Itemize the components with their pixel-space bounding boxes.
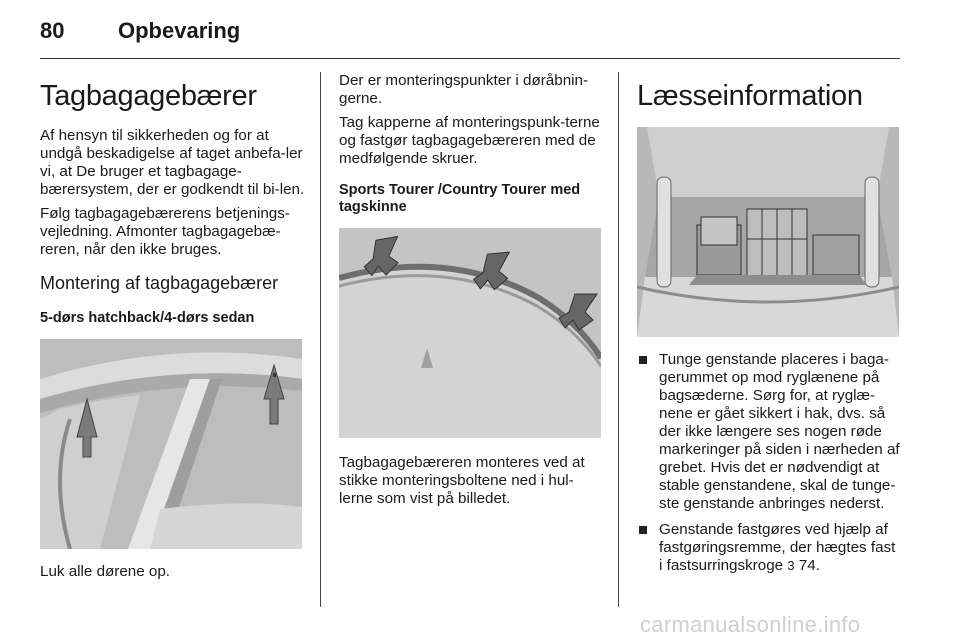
section-title-loading: Læsseinformation [637,80,863,112]
column-1 [40,72,305,587]
paragraph: Tag kapperne af monteringspunk-terne og fastgør tagbagagebæreren med de medfølgende skruer. [339,114,600,167]
paragraph: Følg tagbagagebærerens betjenings-vejledning. Afmonter tagbagagebæ-reren, når den ikke bruges. [40,205,290,258]
bullet-icon [639,526,647,534]
header-rule [40,58,900,59]
chapter-title: Opbevaring [118,18,241,43]
list-item: Genstande fastgøres ved hjælp af fastgøringsremme, der hægtes fast i fastsurringskroge 3 74. [637,521,902,575]
caption: Luk alle dørene op. [40,563,171,580]
column-divider-2 [618,72,619,607]
watermark: carmanualsonline.info [640,612,861,637]
subsection-title: Montering af tagbagagebærer [40,273,279,293]
page-reference[interactable]: 74. [798,557,820,574]
column-3 [637,72,902,583]
page-number: 80 [40,18,65,43]
paragraph: Der er monteringspunkter i døråbnin-gerne. [339,72,589,107]
list-item: Tunge genstande placeres i baga-gerummet op mod ryglænene på bagsæderne. Sørg for, at ryglæ-nene er gået sikkert i hak, dvs. så der ikke længere ses nogen røde markeringer på siden i nærheden af grebet. Hvis det er nødvendigt at stable genstandene, skal de tunge-ste genstande anbringes nederst. [637,351,902,513]
cargo-area-illustration [637,127,899,337]
roof-rail-illustration [339,228,601,438]
page-reference-icon[interactable]: 3 [787,558,795,573]
variant-title: 5-dørs hatchback/4-dørs sedan [40,310,255,326]
variant-title: Sports Tourer /Country Tourer med tagskinne [339,182,581,215]
paragraph: Af hensyn til sikkerheden og for at undgå beskadigelse af taget anbefa-ler vi, at De bruger et tagbagage-bærersystem, der er godkendt til bi-len. [40,127,305,198]
door-opening-illustration [40,339,302,549]
column-divider-1 [320,72,321,607]
paragraph: Tagbagagebæreren monteres ved at stikke monteringsboltene ned i hul-lerne som vist på billedet. [339,454,585,507]
loading-bullet-list [637,351,902,575]
bullet-icon [639,356,647,364]
section-title-roof-rack: Tagbagagebærer [40,80,257,112]
column-2 [339,72,604,514]
